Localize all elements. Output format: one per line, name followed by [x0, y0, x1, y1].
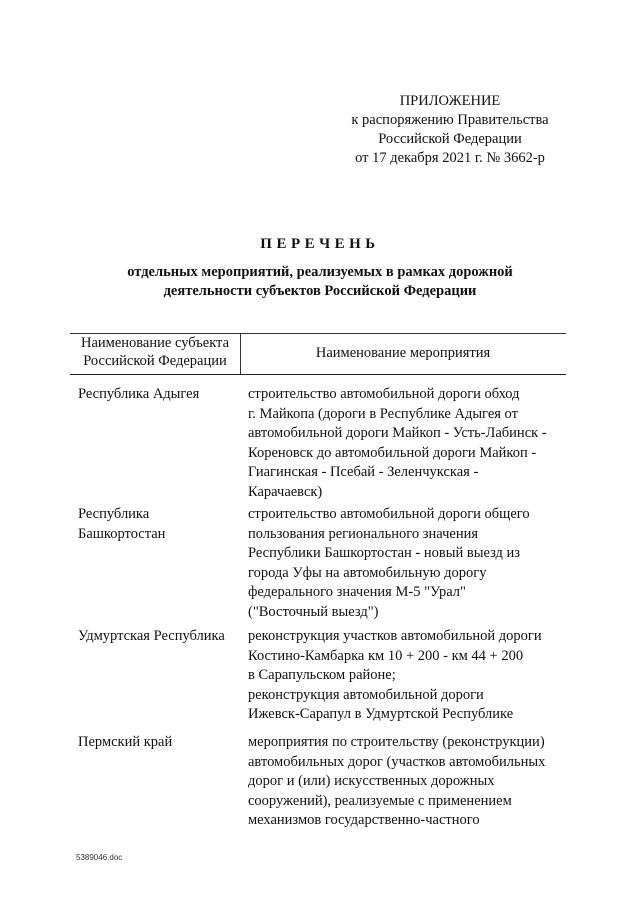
column-header-subject-line-1: Наименование субъекта [80, 335, 230, 351]
row-subject-line: Пермский край [78, 734, 173, 750]
row-measure-line: города Уфы на автомобильную дорогу [248, 564, 487, 581]
appendix-line-2: Российской Федерации [378, 131, 522, 147]
row-subject [78, 505, 238, 544]
row-measure-line: Ижевск-Сарапул в Удмуртской Республике [248, 706, 514, 723]
appendix-heading: ПРИЛОЖЕНИЕ [399, 93, 501, 109]
row-measure-line: реконструкция участков автомобильной дороги [248, 628, 542, 644]
column-header-subject-line-2: Российской Федерации [83, 353, 227, 369]
row-measure-line: Гиагинская - Псебай - Зеленчукская - [248, 464, 479, 481]
subtitle-line-2: деятельности субъектов Российской Федерации [163, 283, 477, 299]
row-measure-line: реконструкция автомобильной дороги [248, 686, 484, 703]
row-subject-line: Республика Адыгея [78, 386, 200, 402]
row-measure-line: автомобильных дорог (участков автомобильных [248, 753, 546, 770]
row-measure-line: дорог и (или) искусственных дорожных [248, 773, 495, 790]
row-subject-line: Башкортостан [78, 525, 166, 542]
subtitle-line-1: отдельных мероприятий, реализуемых в рамках дорожной [127, 264, 513, 280]
appendix-line-3: от 17 декабря 2021 г. № 3662-р [355, 150, 545, 166]
row-measure [248, 627, 568, 725]
row-subject-line: Республика [78, 506, 150, 522]
column-header-subject [70, 334, 240, 370]
row-measure-line: в Сарапульском районе; [248, 667, 396, 684]
row-subject-line: Удмуртская Республика [78, 628, 225, 644]
row-measure-line: сооружений), реализуемые с применением [248, 792, 512, 809]
row-measure-line: строительство автомобильной дороги общего [248, 506, 530, 522]
row-measure-line: пользования регионального значения [248, 525, 479, 542]
document-title: ПЕРЕЧЕНЬ [260, 236, 380, 252]
row-measure [248, 733, 568, 831]
appendix-block [300, 92, 600, 168]
appendix-line-1: к распоряжению Правительства [351, 112, 549, 128]
row-measure-line: Карачаевск) [248, 483, 323, 500]
row-measure-line: федерального значения М-5 "Урал" [248, 584, 466, 601]
document-subtitle [80, 263, 560, 301]
row-measure-line: Кореновск до автомобильной дороги Майкоп - [248, 444, 537, 461]
row-measure-line: ("Восточный выезд") [248, 603, 379, 620]
row-measure-line: г. Майкопа (дороги в Республике Адыгея от [248, 405, 518, 422]
file-name-footer: 5389046.doc [76, 853, 123, 862]
row-subject [78, 385, 238, 405]
row-measure-line: механизмов государственно-частного [248, 812, 480, 829]
row-measure-line: мероприятия по строительству (реконструкции) [248, 734, 545, 750]
row-measure-line: строительство автомобильной дороги обход [248, 386, 520, 402]
row-subject [78, 627, 238, 647]
row-subject [78, 733, 238, 753]
row-measure [248, 505, 568, 623]
table-header-bottom-rule [70, 374, 566, 375]
row-measure-line: Костино-Камбарка км 10 + 200 - км 44 + 200 [248, 647, 524, 664]
row-measure [248, 385, 568, 503]
row-measure-line: автомобильной дороги Майкоп - Усть-Лабинск - [248, 425, 547, 442]
column-header-measure: Наименование мероприятия [315, 345, 491, 361]
row-measure-line: Республики Башкортостан - новый выезд из [248, 545, 521, 562]
